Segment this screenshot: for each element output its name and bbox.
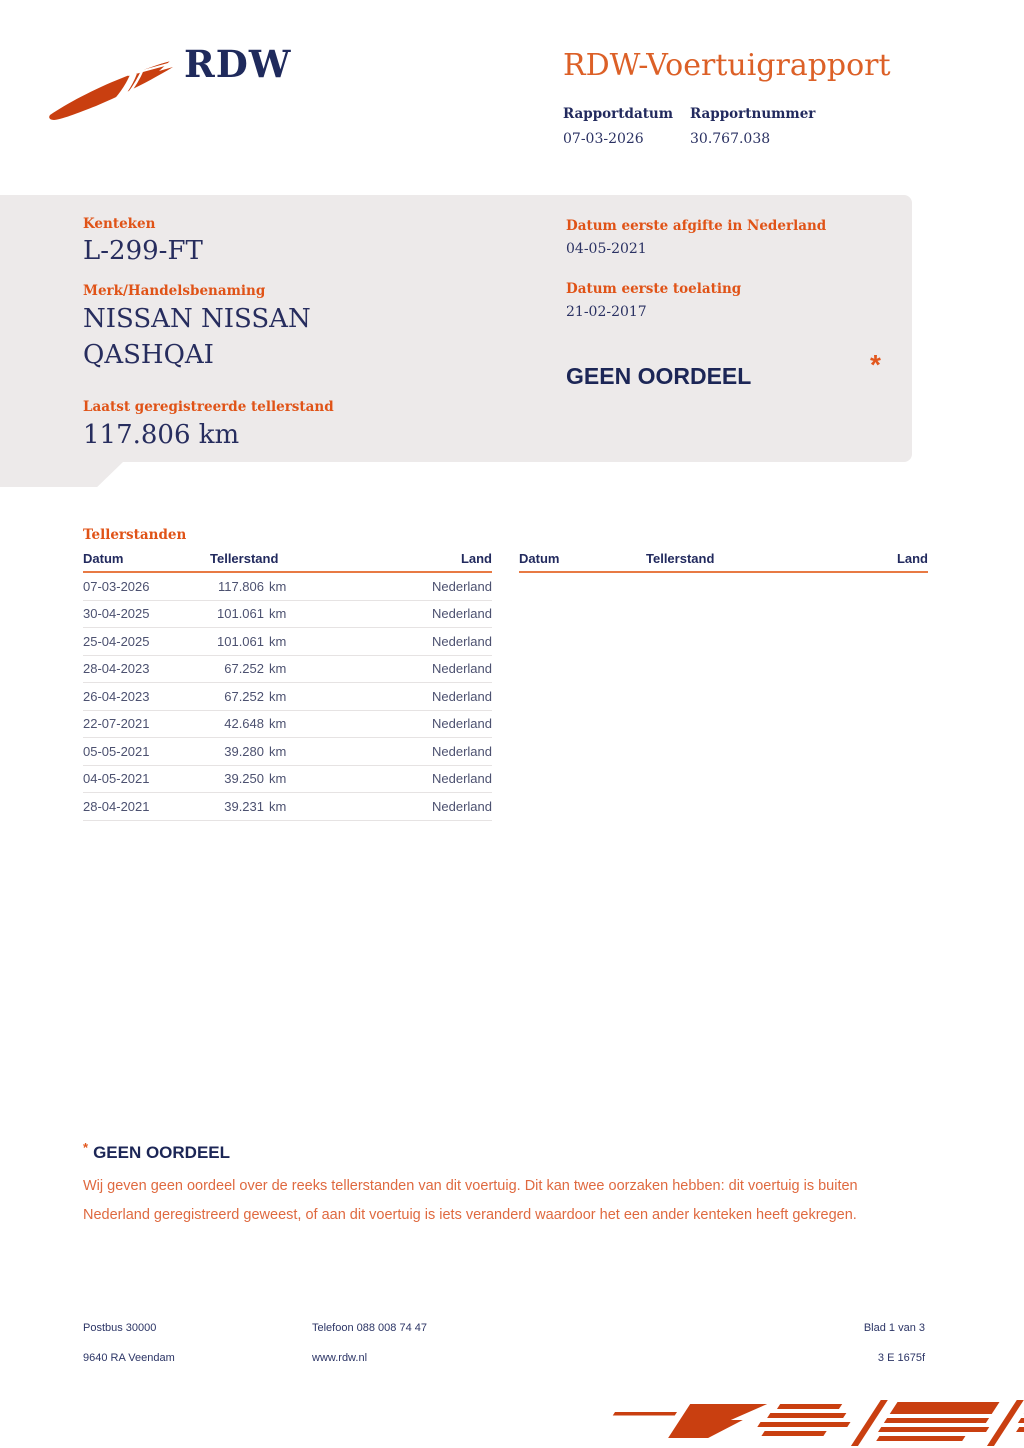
cell-land: Nederland: [432, 771, 492, 787]
speed-stripes-icon: [592, 1392, 1024, 1448]
cell-land: Nederland: [432, 606, 492, 622]
report-number-value: 30.767.038: [690, 131, 771, 147]
footnote-title: [83, 1140, 230, 1163]
table-row: [83, 656, 492, 684]
cell-land: Nederland: [432, 688, 492, 704]
cell-tellerstand: 67.252 km: [224, 661, 287, 677]
cell-tellerstand: 39.250 km: [224, 771, 287, 787]
table-header: [519, 551, 928, 573]
cell-tellerstand: 39.280 km: [224, 743, 287, 759]
footer-page-number: Blad 1 van 3: [863, 1322, 925, 1334]
merk-value-line1: NISSAN NISSAN: [83, 304, 311, 334]
cell-land: Nederland: [432, 578, 492, 594]
cell-datum: 04-05-2021: [83, 771, 150, 787]
column-header-tellerstand: Tellerstand: [646, 551, 715, 566]
column-header-tellerstand: Tellerstand: [210, 551, 279, 566]
table-body: [83, 573, 492, 821]
footer-form-code: 3 E 1675f: [877, 1352, 925, 1364]
report-date-value: 07-03-2026: [563, 131, 644, 147]
table-row: [83, 738, 492, 766]
cell-land: Nederland: [432, 743, 492, 759]
cell-tellerstand: 67.252 km: [224, 688, 287, 704]
cell-tellerstand: 101.061 km: [217, 633, 287, 649]
cell-tellerstand: 117.806 km: [217, 578, 287, 594]
toelating-value: 21-02-2017: [566, 304, 647, 320]
page-title: RDW-Voertuigrapport: [563, 48, 891, 83]
column-header-datum: Datum: [83, 551, 124, 566]
cell-datum: 05-05-2021: [83, 743, 150, 759]
table-row: [83, 766, 492, 794]
tellerstanden-section-title: Tellerstanden: [83, 527, 187, 543]
summary-panel-corner: [0, 462, 123, 487]
column-header-land: Land: [896, 551, 928, 566]
column-header-datum: Datum: [519, 551, 560, 566]
footer-address-line1: Postbus 30000: [83, 1322, 157, 1334]
footer-phone: Telefoon 088 008 74 47: [312, 1322, 427, 1334]
toelating-label: Datum eerste toelating: [566, 281, 742, 297]
table-header: [83, 551, 492, 573]
merk-value-line2: QASHQAI: [83, 340, 214, 370]
afgifte-value: 04-05-2021: [566, 241, 647, 257]
cell-land: Nederland: [432, 633, 492, 649]
verdict-text: GEEN OORDEEL: [566, 363, 752, 389]
cell-datum: 07-03-2026: [83, 578, 150, 594]
report-date-label: Rapportdatum: [563, 106, 674, 122]
rdw-logo-text: RDW: [184, 42, 292, 86]
afgifte-label: Datum eerste afgifte in Nederland: [566, 218, 827, 234]
cell-datum: 28-04-2021: [83, 798, 150, 814]
column-header-land: Land: [460, 551, 492, 566]
kenteken-label: Kenteken: [83, 216, 156, 232]
cell-tellerstand: 42.648 km: [224, 716, 287, 732]
footnote-title-text: GEEN OORDEEL: [93, 1143, 231, 1162]
tellerstand-value: 117.806 km: [83, 420, 240, 450]
rdw-logo-swoosh-icon: [46, 54, 178, 128]
table-row: [83, 573, 492, 601]
tellerstanden-table-left: [83, 551, 492, 821]
cell-tellerstand: 39.231 km: [224, 798, 287, 814]
cell-datum: 26-04-2023: [83, 688, 150, 704]
cell-land: Nederland: [432, 661, 492, 677]
merk-label: Merk/Handelsbenaming: [83, 283, 266, 299]
tellerstand-label: Laatst geregistreerde tellerstand: [83, 399, 334, 415]
footer-website: www.rdw.nl: [312, 1352, 368, 1364]
tellerstanden-table-right: [519, 551, 928, 573]
footnote-body: Wij geven geen oordeel over de reeks tellerstanden van dit voertuig. Dit kan twee oorzaken hebben: dit voertuig is buiten Nederland geregistreerd geweest, of aan dit voertuig is iets veranderd waardoor het een ander kenteken heeft gekregen.: [83, 1178, 858, 1223]
table-row: [83, 683, 492, 711]
footer-address-line2: 9640 RA Veendam: [83, 1352, 175, 1364]
cell-land: Nederland: [432, 716, 492, 732]
cell-datum: 30-04-2025: [83, 606, 150, 622]
cell-datum: 25-04-2025: [83, 633, 150, 649]
cell-datum: 22-07-2021: [83, 716, 150, 732]
cell-datum: 28-04-2023: [83, 661, 150, 677]
table-row: [83, 601, 492, 629]
kenteken-value: L-299-FT: [83, 236, 203, 266]
cell-land: Nederland: [432, 798, 492, 814]
footnote-asterisk: *: [83, 1140, 89, 1155]
verdict-asterisk: *: [870, 349, 881, 380]
table-row: [83, 628, 492, 656]
table-row: [83, 793, 492, 821]
cell-tellerstand: 101.061 km: [217, 606, 287, 622]
report-number-label: Rapportnummer: [690, 106, 816, 122]
table-row: [83, 711, 492, 739]
